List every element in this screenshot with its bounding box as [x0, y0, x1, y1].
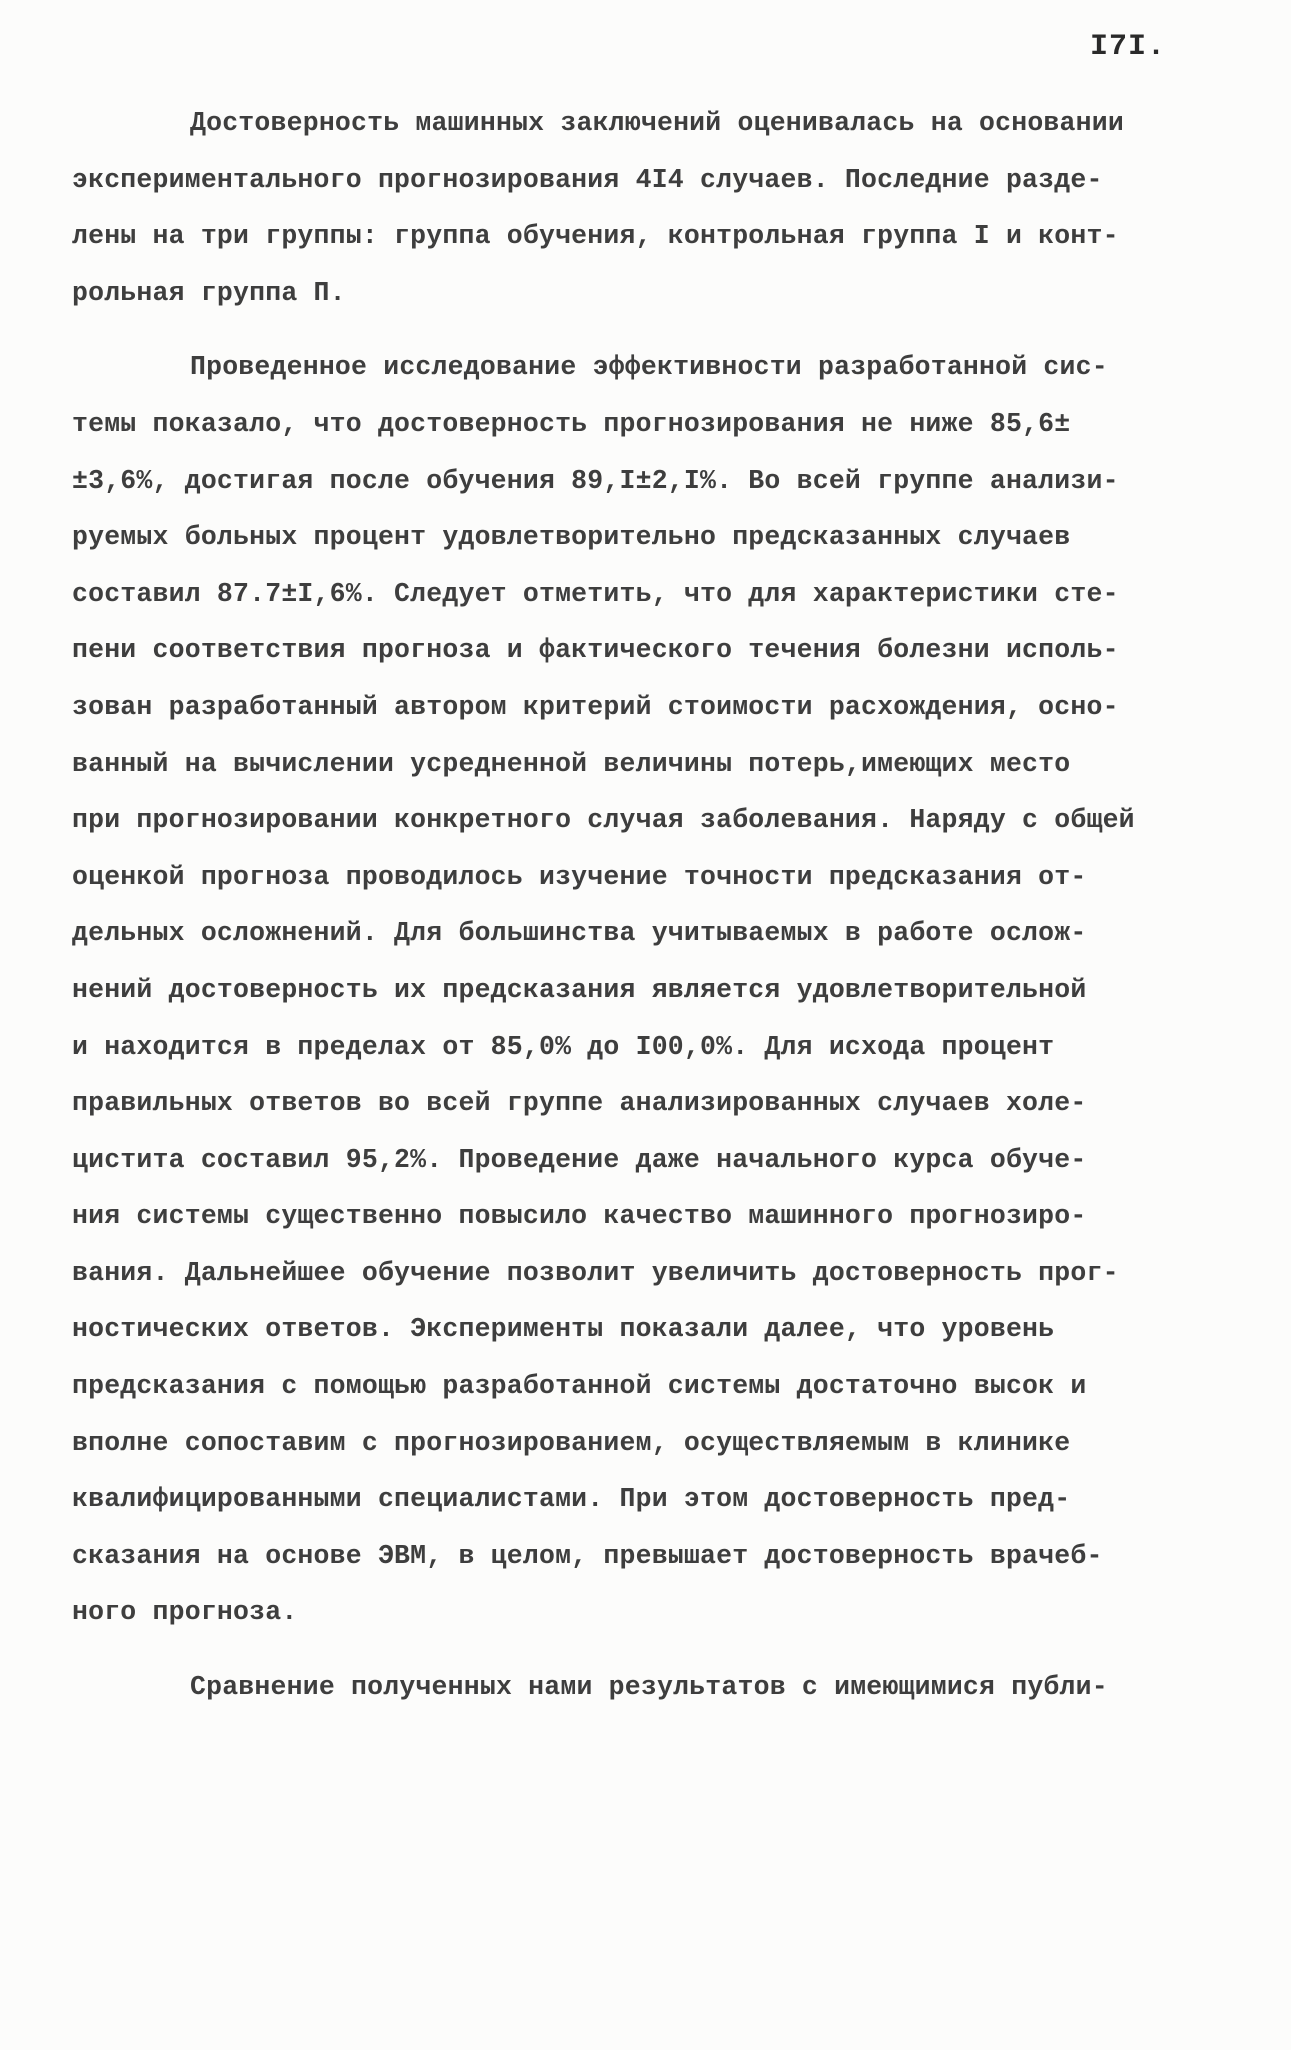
paragraph-2-line-9: при прогнозировании конкретного случая заболевания. Наряду с общей: [72, 805, 1135, 836]
paragraph-2-line-12: нений достоверность их предсказания является удовлетворительной: [72, 974, 1087, 1005]
paragraph-2-line-8: ванный на вычислении усредненной величины потерь,имеющих место: [72, 748, 1071, 779]
paragraph-2-line-4: руемых больных процент удовлетворительно предсказанных случаев: [72, 522, 1071, 553]
paragraph-3-line-1: Сравнение полученных нами результатов с имеющимися публи-: [190, 1672, 1108, 1703]
paragraph-2-line-19: предсказания с помощью разработанной системы достаточно высок и: [72, 1371, 1087, 1402]
paragraph-2-line-10: оценкой прогноза проводилось изучение точности предсказания от-: [72, 861, 1087, 892]
body-text: [72, 95, 1222, 1716]
paragraph-1-line-3: лены на три группы: группа обучения, контрольная группа I и конт-: [72, 221, 1119, 252]
paragraph-2-line-23: ного прогноза.: [72, 1597, 298, 1628]
paragraph-2-line-6: пени соответствия прогноза и фактического течения болезни исполь-: [72, 635, 1119, 666]
paragraph-2-line-22: сказания на основе ЭВМ, в целом, превышает достоверность врачеб-: [72, 1540, 1103, 1571]
paragraph-2-line-1: Проведенное исследование эффективности разработанной сис-: [190, 352, 1108, 383]
paragraph-2-line-13: и находится в пределах от 85,0% до I00,0%. Для исхода процент: [72, 1031, 1055, 1062]
paragraph-2-line-16: ния системы существенно повысило качество машинного прогнозиро-: [72, 1201, 1087, 1232]
paragraph-2-line-11: дельных осложнений. Для большинства учитываемых в работе ослож-: [72, 918, 1087, 949]
paragraph-2-line-15: цистита составил 95,2%. Проведение даже начального курса обуче-: [72, 1144, 1087, 1175]
page-number: I7I.: [1090, 30, 1167, 64]
paragraph-2-line-21: квалифицированными специалистами. При этом достоверность пред-: [72, 1484, 1071, 1515]
paragraph-2-line-20: вполне сопоставим с прогнозированием, осуществляемым в клинике: [72, 1427, 1071, 1458]
paragraph-2-line-2: темы показало, что достоверность прогнозирования не ниже 85,6±: [72, 408, 1071, 439]
paragraph-2-line-7: зован разработанный автором критерий стоимости расхождения, осно-: [72, 691, 1119, 722]
paragraph-2-line-18: ностических ответов. Эксперименты показали далее, что уровень: [72, 1314, 1055, 1345]
paragraph-2-line-5: составил 87.7±I,6%. Следует отметить, что для характеристики сте-: [72, 578, 1119, 609]
paragraph-2-line-3: ±3,6%, достигая после обучения 89,I±2,I%. Во всей группе анализи-: [72, 465, 1119, 496]
paragraph-2-line-14: правильных ответов во всей группе анализированных случаев холе-: [72, 1088, 1087, 1119]
paragraph-1-line-1: Достоверность машинных заключений оценивалась на основании: [190, 108, 1124, 138]
paragraph-1-line-2: экспериментального прогнозирования 4I4 случаев. Последние разде-: [72, 164, 1103, 195]
paragraph-2-line-17: вания. Дальнейшее обучение позволит увеличить достоверность прог-: [72, 1257, 1119, 1288]
paragraph-1-line-4: рольная группа П.: [72, 277, 346, 308]
